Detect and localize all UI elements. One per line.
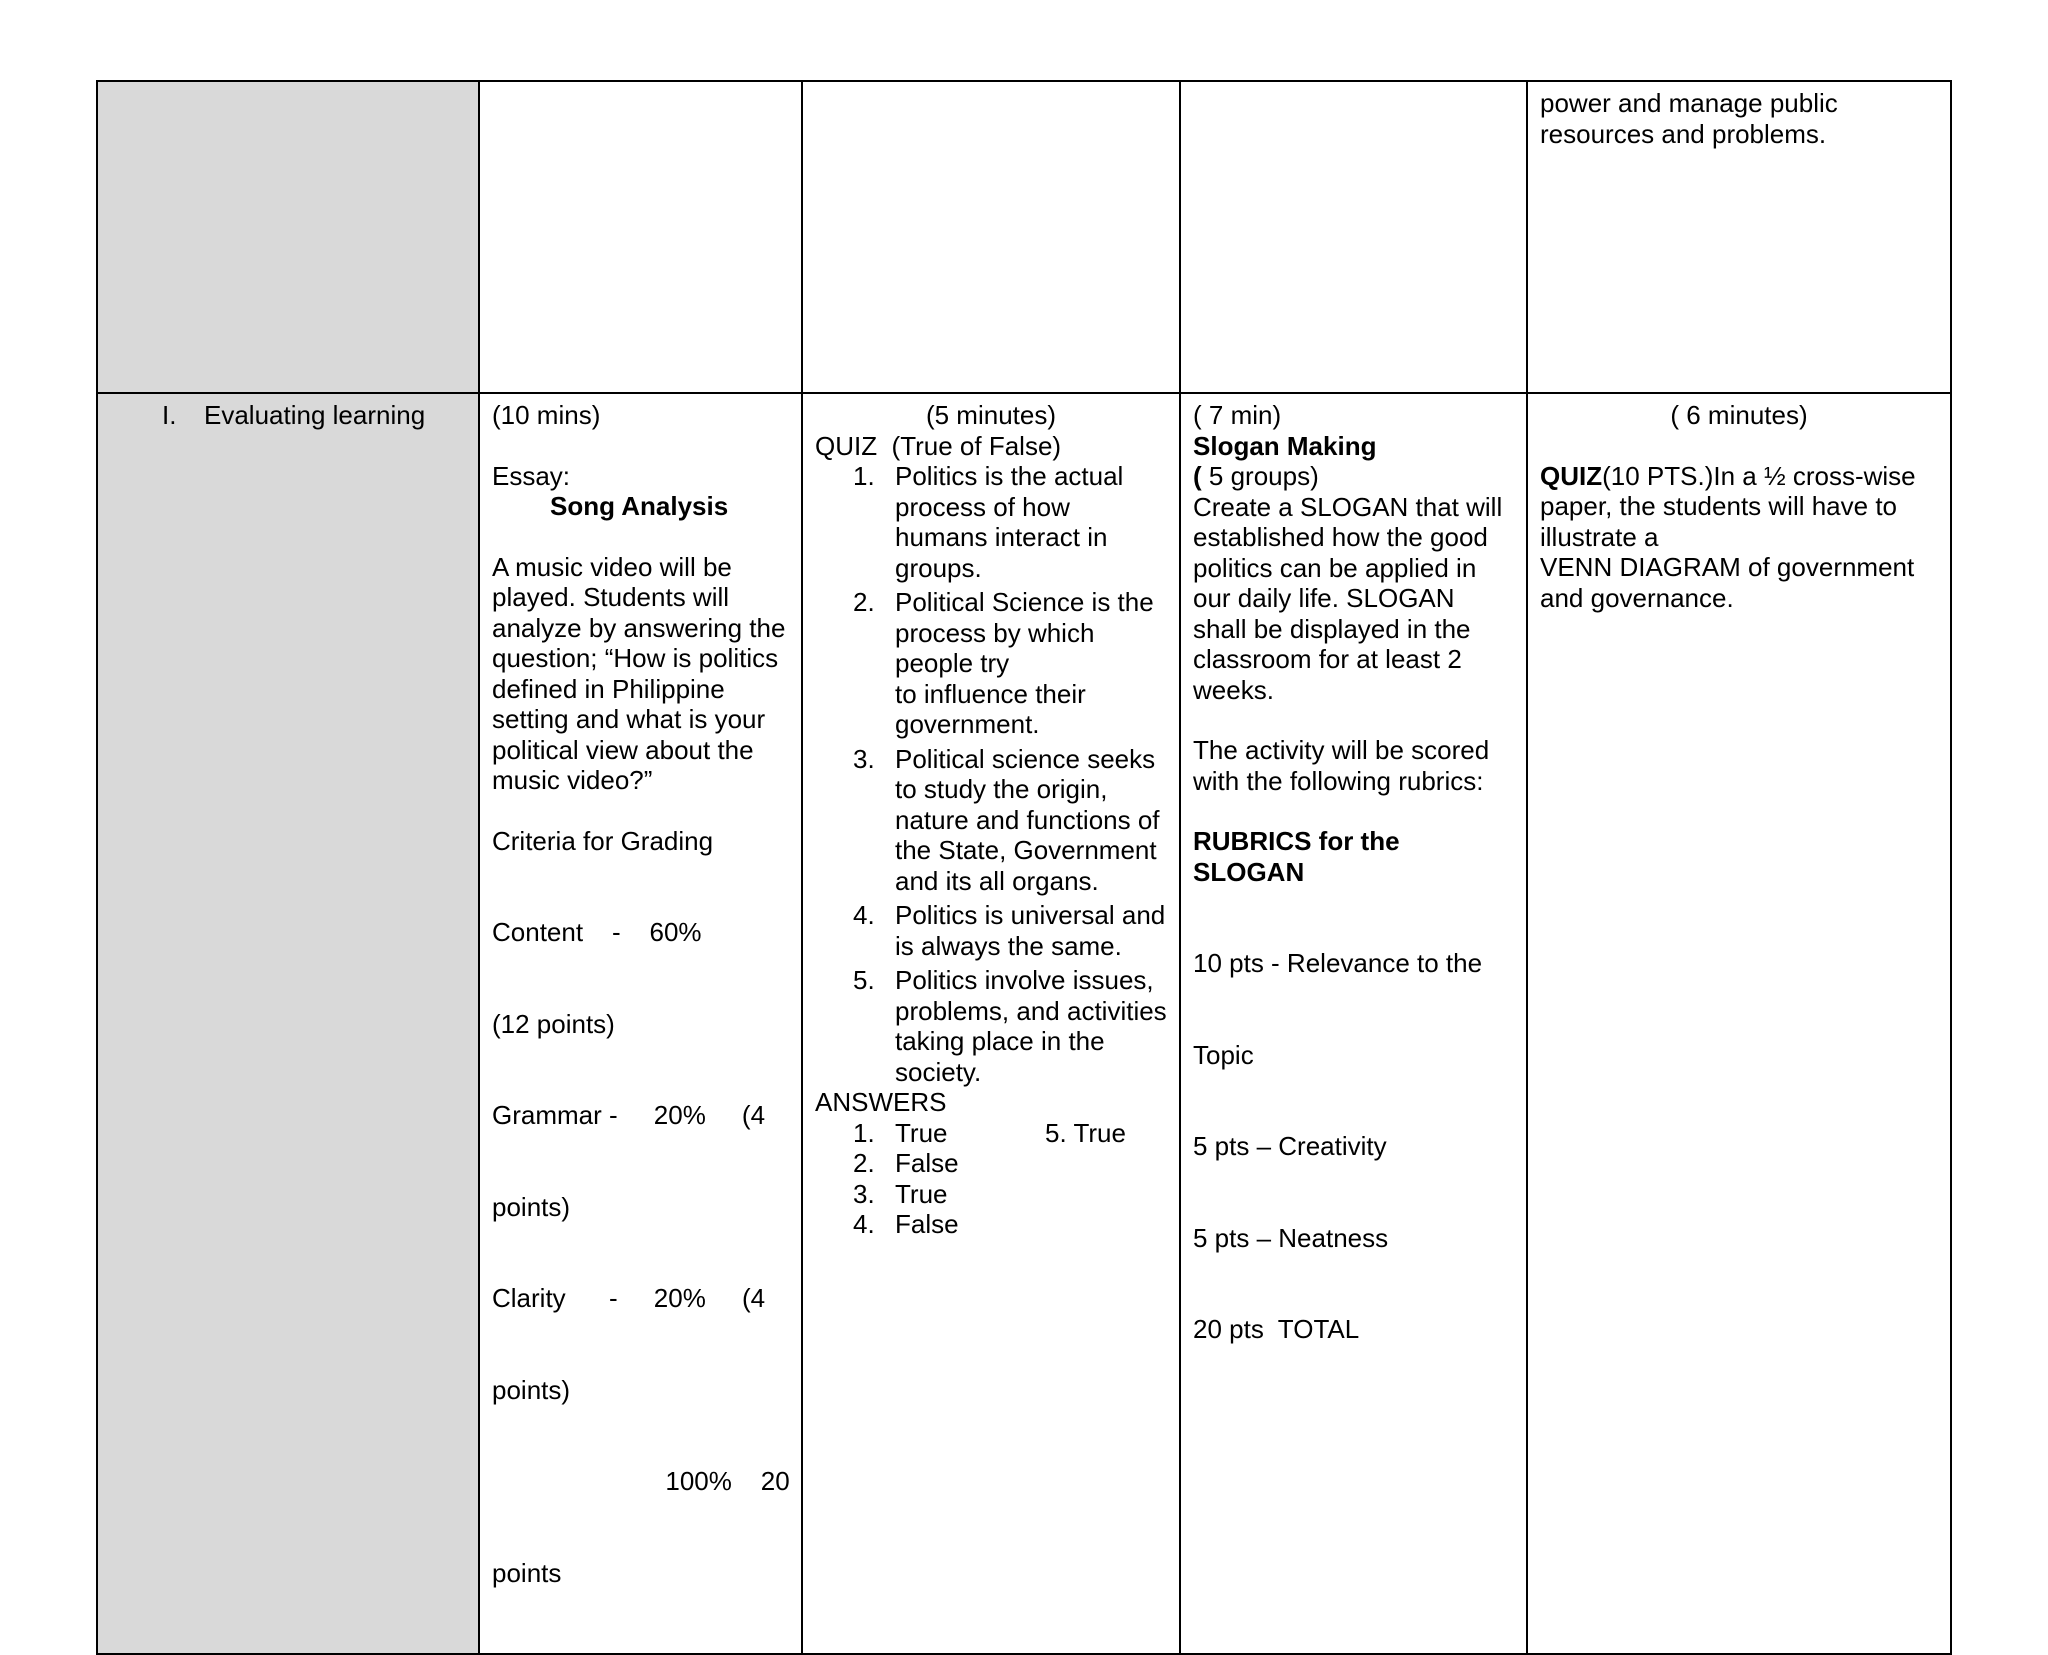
rubric-line: 5 pts – Creativity [1193, 1131, 1387, 1161]
rubric-line: 5 pts – Neatness [1193, 1222, 1389, 1253]
text-line: government. [895, 709, 1040, 739]
paren: ( [1193, 461, 1202, 491]
empty-cell [479, 81, 802, 393]
text-line: defined in Philippine [492, 673, 725, 704]
text-line: (10 PTS.)In a ½ cross-wise [1602, 460, 1916, 491]
empty-cell [802, 81, 1180, 393]
item-number: 1. [853, 1117, 875, 1148]
item-number: 3. [853, 743, 875, 774]
essay-time: (10 mins) [492, 400, 601, 430]
answer-value: True [895, 1178, 948, 1209]
answer-item [815, 1179, 1167, 1210]
phase-heading [110, 400, 466, 431]
lesson-plan-table [96, 80, 1952, 1655]
text-line: classroom for at least 2 [1193, 644, 1462, 674]
continued-text-cell [1527, 81, 1951, 393]
rubric-list [1193, 887, 1514, 1406]
text-line: problems, and activities [895, 995, 1167, 1026]
text-line: humans interact in [895, 522, 1108, 552]
answer-item [815, 1148, 1167, 1179]
item-number: 2. [853, 1148, 875, 1178]
quiz-list [815, 461, 1167, 1087]
quiz-title: QUIZ (True of False) [815, 430, 1062, 461]
text-line: The activity will be scored [1193, 735, 1490, 765]
slogan-time: ( 7 min) [1193, 400, 1282, 430]
text-line: groups. [895, 552, 982, 583]
text-line: and its all organs. [895, 865, 1099, 896]
text-line: Politics is universal and [895, 900, 1166, 930]
rubric-line: 10 pts - Relevance to the [1193, 948, 1483, 978]
quiz-label: QUIZ [1540, 460, 1603, 491]
venn-line-1 [1540, 461, 1938, 492]
text-line: taking place in the [895, 1026, 1105, 1056]
answer-extra: 5. True [1045, 1117, 1126, 1148]
essay-label: Essay: [492, 460, 571, 491]
text-line: Political Science is the [895, 587, 1154, 617]
criteria-line: 100% 20 [492, 1466, 790, 1496]
criteria-line: (12 points) [492, 1008, 615, 1039]
item-number: 1. [853, 461, 875, 491]
text-line: music video?” [492, 765, 653, 795]
table-row [97, 81, 1951, 393]
text-line: with the following rubrics: [1193, 765, 1484, 796]
criteria-list [492, 856, 789, 1649]
text-line: process of how [895, 491, 1070, 522]
answers-title: ANSWERS [815, 1087, 947, 1117]
quiz-cell [802, 393, 1180, 1654]
text-line: politics can be applied in [1193, 552, 1477, 583]
text-line: people try [895, 648, 1010, 678]
text-line: Politics is the actual [895, 461, 1124, 491]
text-line: paper, the students will have to [1540, 491, 1898, 521]
text-line: shall be displayed in the [1193, 613, 1471, 644]
text-line: process by which [895, 617, 1095, 648]
phase-cell [97, 393, 479, 1654]
quiz-item [815, 587, 1167, 740]
criteria-line: Clarity - 20% (4 [492, 1283, 766, 1313]
text-line: political view about the [492, 734, 754, 765]
scoring-text [1193, 735, 1514, 796]
essay-title: Song Analysis [550, 491, 729, 521]
rubric-line: Topic [1193, 1039, 1254, 1070]
text-line: analyze by answering the [492, 612, 786, 643]
text-line: to study the origin, [895, 774, 1108, 804]
phase-label: Evaluating learning [204, 400, 426, 430]
answers-list [815, 1118, 1167, 1240]
item-number: 4. [853, 1209, 875, 1239]
text-line: VENN DIAGRAM of government [1540, 552, 1915, 582]
text-line: to influence their [895, 678, 1086, 709]
text-line: Politics involve issues, [895, 965, 1154, 995]
text-line: our daily life. SLOGAN [1193, 583, 1455, 613]
empty-cell [1180, 81, 1527, 393]
text-line: SLOGAN [1193, 856, 1305, 887]
continued-text: power and manage public resources and problems. [1540, 88, 1838, 149]
rubrics-title [1193, 826, 1514, 887]
criteria-line: Content - 60% [492, 917, 702, 947]
item-number: 3. [853, 1178, 875, 1209]
text-line: weeks. [1193, 674, 1274, 705]
rubric-line: 20 pts TOTAL [1193, 1314, 1360, 1344]
criteria-line: points [492, 1557, 562, 1588]
venn-quiz-cell [1527, 393, 1951, 1654]
quiz-item [815, 461, 1167, 583]
text-line: and governance. [1540, 582, 1734, 613]
text-line: question; “How is politics [492, 643, 779, 673]
phase-cell-shaded [97, 81, 479, 393]
text-line: society. [895, 1056, 982, 1087]
criteria-line: points) [492, 1191, 571, 1222]
item-number: 2. [853, 587, 875, 617]
groups-text: 5 groups) [1201, 461, 1319, 491]
text-line: established how the good [1193, 522, 1488, 552]
criteria-line: points) [492, 1374, 571, 1405]
slogan-title: Slogan Making [1193, 430, 1377, 461]
text-line: A music video will be [492, 551, 732, 582]
slogan-cell [1180, 393, 1527, 1654]
table-row [97, 393, 1951, 1654]
answer-item [815, 1209, 1167, 1240]
quiz-item [815, 744, 1167, 897]
text-line: Political science seeks [895, 743, 1156, 774]
quiz-time: (5 minutes) [925, 400, 1057, 430]
answer-value: False [895, 1209, 959, 1239]
essay-paragraph [492, 552, 789, 796]
quiz-item [815, 965, 1167, 1087]
essay-cell [479, 393, 802, 1654]
text-line: setting and what is your [492, 704, 766, 734]
text-line: played. Students will [492, 582, 730, 612]
venn-time: ( 6 minutes) [1670, 400, 1808, 430]
phase-number: I. [162, 400, 177, 430]
text-line: RUBRICS for the [1193, 826, 1400, 856]
answer-value: True [895, 1117, 948, 1148]
slogan-groups [1193, 461, 1514, 492]
answer-item [815, 1118, 1167, 1149]
text-line: nature and functions of [895, 804, 1160, 835]
criteria-title: Criteria for Grading [492, 825, 714, 856]
text-line: Create a SLOGAN that will [1193, 491, 1503, 522]
text-line: illustrate a [1540, 521, 1659, 552]
text-line: the State, Government [895, 835, 1157, 865]
item-number: 4. [853, 900, 875, 930]
answer-value: False [895, 1148, 959, 1178]
item-number: 5. [853, 965, 875, 995]
text-line: is always the same. [895, 930, 1122, 961]
quiz-item [815, 900, 1167, 961]
slogan-paragraph [1193, 492, 1514, 706]
criteria-line: Grammar - 20% (4 [492, 1100, 766, 1130]
